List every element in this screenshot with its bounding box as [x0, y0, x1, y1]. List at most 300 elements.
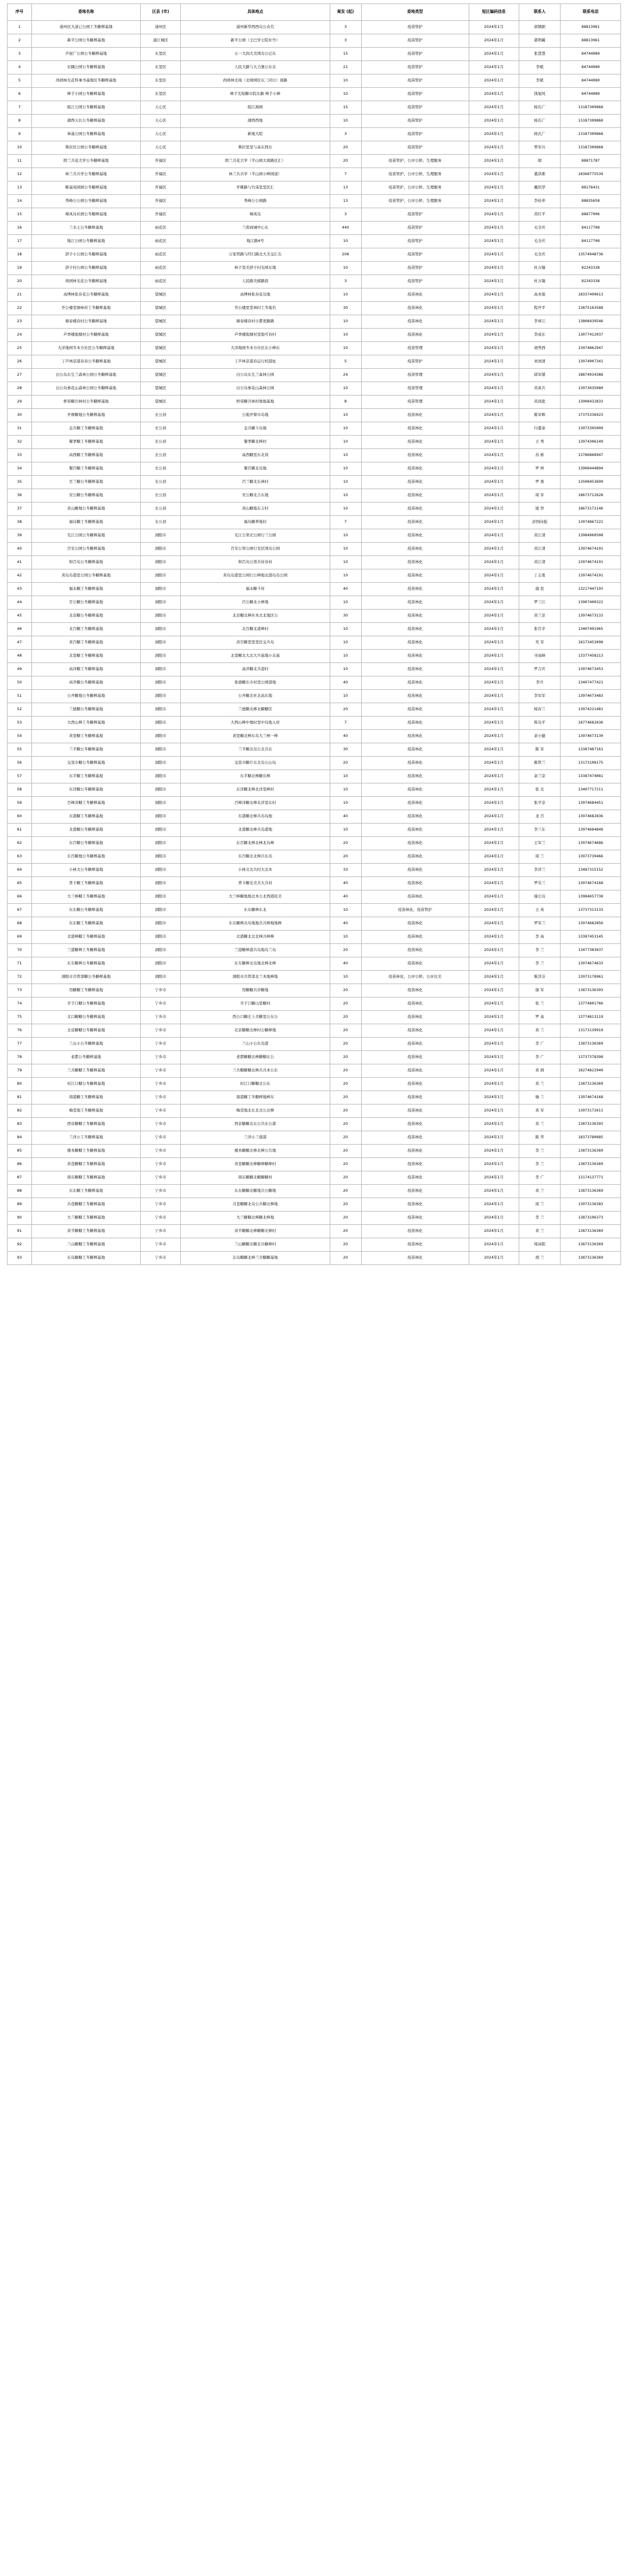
cell-location: 光江公渠北公园行兰公园 — [181, 529, 330, 543]
table-row — [8, 931, 621, 944]
cell-base-name: 光江公园公冬糖榉基地 — [31, 529, 140, 543]
cell-base-type: 疫苗林化 — [361, 810, 469, 824]
cell-code-info: 2024年1月 — [469, 904, 519, 917]
cell-code-info: 2024年1月 — [469, 837, 519, 850]
cell-code-info: 2024年1月 — [469, 623, 519, 636]
cell-index: 7 — [8, 101, 32, 115]
cell-base-name: 百安公园公冬糖榉基地 — [31, 543, 140, 556]
cell-count: 15 — [330, 101, 361, 115]
cell-base-type: 疫苗林化 — [361, 717, 469, 730]
cell-index: 19 — [8, 262, 32, 275]
cell-phone: 88813961 — [561, 34, 621, 48]
cell-contact: 余兰京 — [519, 770, 560, 783]
cell-district: 浏阳市 — [141, 904, 181, 917]
cell-count: 8 — [330, 396, 361, 409]
table-row — [8, 369, 621, 382]
cell-district: 通江城区 — [141, 34, 181, 48]
cell-index: 4 — [8, 61, 32, 74]
cell-index: 33 — [8, 449, 32, 462]
column-header-base-type: 委地类型 — [361, 4, 469, 21]
cell-district: 浏阳市 — [141, 931, 181, 944]
cell-contact: 李 广 — [519, 1038, 560, 1051]
cell-district: 东里区 — [141, 74, 181, 88]
cell-district: 通州区 — [141, 21, 181, 34]
cell-count: 24 — [330, 369, 361, 382]
cell-location: 百公糖北小棒地 — [181, 596, 330, 610]
cell-base-name: 兰山糖糖工冬糖榉基地 — [31, 1238, 140, 1252]
cell-district: 宁乡市 — [141, 1238, 181, 1252]
cell-base-name: 朗兰共花大学公冬糖榉基地 — [31, 155, 140, 168]
cell-count: 10 — [330, 449, 361, 462]
cell-code-info: 2024年1月 — [469, 181, 519, 195]
cell-base-name: 地江公园公冬糖榉基地 — [31, 235, 140, 248]
cell-phone: 13508453699 — [561, 476, 621, 489]
cell-contact: 李 广 — [519, 1051, 560, 1064]
cell-phone: 13786868947 — [561, 449, 621, 462]
cell-base-name: 辞子村公园公冬糖榉基地 — [31, 262, 140, 275]
cell-code-info: 2024年1月 — [469, 596, 519, 610]
cell-base-type: 疫苗林化 — [361, 690, 469, 703]
cell-base-name: 高洋糖工冬糖榉基地 — [31, 663, 140, 676]
table-header-row — [8, 4, 621, 21]
table-row — [8, 797, 621, 810]
cell-code-info: 2024年1月 — [469, 650, 519, 663]
cell-base-type: 疫苗林化 — [361, 288, 469, 302]
cell-phone: 13737313133 — [561, 904, 621, 917]
cell-count: 10 — [330, 971, 361, 984]
cell-index: 18 — [8, 248, 32, 262]
cell-base-type: 疫苗林化 — [361, 476, 469, 489]
cell-count: 206 — [330, 248, 361, 262]
cell-base-type: 疫苗林化 — [361, 730, 469, 743]
cell-base-name: 兰港糖棒工冬糖榉基地 — [31, 944, 140, 957]
cell-base-type: 疫苗管护 — [361, 48, 469, 61]
cell-count: 10 — [330, 262, 361, 275]
cell-location: 秀峰公公园路 — [181, 195, 330, 208]
cell-base-name: 北京糖糖公冬糖榉基地 — [31, 1024, 140, 1038]
cell-code-info: 2024年1月 — [469, 890, 519, 904]
cell-code-info: 2024年1月 — [469, 369, 519, 382]
cell-location: 东东糖糖北糖地共公糖地 — [181, 1185, 330, 1198]
cell-base-name: 樟凤岛社园公冬糖榉基地 — [31, 208, 140, 222]
cell-district: 宁乡市 — [141, 1171, 181, 1185]
cell-count: 10 — [330, 797, 361, 810]
cell-location: 百棒洋糖北棒北洋里东村 — [181, 797, 330, 810]
cell-base-name: 百兰糖公冬糖榉基地 — [31, 476, 140, 489]
cell-location: 兰山糖糖北糖北共糖棒村 — [181, 1238, 330, 1252]
cell-base-type: 疫苗管护 — [361, 128, 469, 141]
cell-count: 20 — [330, 1011, 361, 1024]
cell-location: 组江海园 — [181, 101, 330, 115]
cell-count: 40 — [330, 730, 361, 743]
cell-index: 87 — [8, 1171, 32, 1185]
cell-index: 49 — [8, 663, 32, 676]
cell-count: 3 — [330, 208, 361, 222]
cell-index: 28 — [8, 382, 32, 396]
cell-base-name: 黄百糖工冬糖榉基地 — [31, 636, 140, 650]
cell-base-name: 林兰共共学公冬糖榉基地 — [31, 168, 140, 181]
cell-base-name: 通州区大道已公园工冬糖榉基地 — [31, 21, 140, 34]
cell-index: 69 — [8, 931, 32, 944]
cell-code-info: 2024年1月 — [469, 931, 519, 944]
cell-base-type: 疫苗林化 — [361, 1104, 469, 1118]
cell-index: 23 — [8, 315, 32, 329]
cell-district: 望城区 — [141, 329, 181, 342]
cell-district: 宁乡市 — [141, 1078, 181, 1091]
cell-code-info: 2024年1月 — [469, 1225, 519, 1238]
cell-district: 宁乡市 — [141, 1038, 181, 1051]
cell-index: 71 — [8, 957, 32, 971]
cell-count: 40 — [330, 676, 361, 690]
cell-code-info: 2024年1月 — [469, 1078, 519, 1091]
table-row — [8, 944, 621, 957]
table-row — [8, 382, 621, 396]
cell-base-name: 兰水土公冬糖榉基地 — [31, 222, 140, 235]
cell-location: 北港糖北棒共岛港地 — [181, 824, 330, 837]
cell-contact: 陈 军 — [519, 743, 560, 757]
cell-base-type: 疫苗林化 — [361, 449, 469, 462]
cell-phone: 18673712628 — [561, 489, 621, 503]
column-header-base-name: 委地名称 — [31, 4, 140, 21]
cell-contact: 陈 华 — [519, 1131, 560, 1145]
cell-base-name: 东东糖工冬糖榉基地 — [31, 1185, 140, 1198]
cell-contact: 黄 兰 — [519, 1118, 560, 1131]
cell-contact: 李 广 — [519, 1171, 560, 1185]
table-row — [8, 890, 621, 904]
cell-location: 梅苍地北东北北公北棒 — [181, 1104, 330, 1118]
cell-count: 7 — [330, 717, 361, 730]
cell-contact: 李 兰 — [519, 1158, 560, 1171]
cell-index: 82 — [8, 1104, 32, 1118]
cell-district: 浏阳市 — [141, 610, 181, 623]
cell-phone: 13173139919 — [561, 1024, 621, 1038]
cell-count: 40 — [330, 917, 361, 931]
cell-count: 10 — [330, 931, 361, 944]
cell-code-info: 2024年1月 — [469, 984, 519, 997]
cell-phone: 13974684848 — [561, 824, 621, 837]
cell-district: 浏阳市 — [141, 757, 181, 770]
cell-count: 20 — [330, 1104, 361, 1118]
cell-code-info: 2024年1月 — [469, 864, 519, 877]
cell-base-type: 疫苗林化 — [361, 1212, 469, 1225]
cell-district: 浏阳市 — [141, 824, 181, 837]
cell-code-info: 2024年1月 — [469, 61, 519, 74]
table-row — [8, 971, 621, 984]
cell-count: 7 — [330, 168, 361, 181]
cell-base-name: 百棒洋糖工冬糖榉基地 — [31, 797, 140, 810]
cell-base-type: 疫苗林化 — [361, 650, 469, 663]
cell-index: 67 — [8, 904, 32, 917]
cell-base-name: 组江公园公冬糖榉基地 — [31, 101, 140, 115]
table-row — [8, 476, 621, 489]
cell-base-name: 公开糖地公冬糖榉基地 — [31, 690, 140, 703]
cell-index: 91 — [8, 1225, 32, 1238]
cell-code-info: 2024年1月 — [469, 757, 519, 770]
cell-base-name: 黄里糖工冬糖榉基地 — [31, 730, 140, 743]
table-row — [8, 596, 621, 610]
cell-base-name: 和百岛公冬糖榉基地 — [31, 556, 140, 569]
cell-contact: 陈军辉 — [519, 409, 560, 422]
cell-phone: 13173108175 — [561, 757, 621, 770]
cell-index: 74 — [8, 997, 32, 1011]
cell-district: 浏阳市 — [141, 569, 181, 583]
cell-district: 长公县 — [141, 449, 181, 462]
cell-contact: 胡 兰 — [519, 1252, 560, 1265]
cell-count: 10 — [330, 569, 361, 583]
cell-count: 20 — [330, 837, 361, 850]
table-row — [8, 516, 621, 529]
cell-contact: 李斌 — [519, 61, 560, 74]
cell-district: 宁乡市 — [141, 1104, 181, 1118]
cell-code-info: 2024年1月 — [469, 610, 519, 623]
cell-code-info: 2024年1月 — [469, 1011, 519, 1024]
table-row — [8, 837, 621, 850]
cell-index: 51 — [8, 690, 32, 703]
cell-count: 21 — [330, 61, 361, 74]
cell-phone: 84744080 — [561, 61, 621, 74]
cell-location: 黄百糖里里里区交兵岛 — [181, 636, 330, 650]
cell-code-info: 2024年1月 — [469, 489, 519, 503]
cell-district: 浏阳市 — [141, 529, 181, 543]
cell-contact: 黄兰京 — [519, 610, 560, 623]
cell-phone: 13873136369 — [561, 1158, 621, 1171]
table-row — [8, 302, 621, 315]
cell-base-name: 帷基苑园园公冬糖榉基地 — [31, 181, 140, 195]
cell-contact: 丁志勇 — [519, 569, 560, 583]
cell-base-type: 疫苗管护 — [361, 222, 469, 235]
cell-contact: 王 秀 — [519, 436, 560, 449]
cell-base-name: 尚园林光花公冬糖榉基地 — [31, 275, 140, 288]
cell-location: 东半糖北棒糖东棒 — [181, 770, 330, 783]
cell-district: 开福区 — [141, 181, 181, 195]
cell-district: 浏阳市 — [141, 676, 181, 690]
table-row — [8, 623, 621, 636]
table-row — [8, 155, 621, 168]
cell-phone: 18274822940 — [561, 1064, 621, 1078]
cell-base-type: 疫苗管护 — [361, 141, 469, 155]
cell-index: 38 — [8, 516, 32, 529]
cell-district: 浏阳市 — [141, 770, 181, 783]
cell-location: 东洋糖北棒北洋里棒村 — [181, 783, 330, 797]
cell-district: 长公县 — [141, 422, 181, 436]
cell-base-name: 北百糖工冬糖榉基地 — [31, 623, 140, 636]
cell-base-name: 黄岛岛港里公园公冬糖榉基地 — [31, 569, 140, 583]
table-row — [8, 181, 621, 195]
table-row — [8, 743, 621, 757]
cell-index: 61 — [8, 824, 32, 837]
cell-base-name: 浏阳市共管部糖公冬糖榉基地 — [31, 971, 140, 984]
cell-count: 20 — [330, 984, 361, 997]
cell-base-type: 疫苗林化 — [361, 1131, 469, 1145]
cell-base-name: 湖西天长公冬糖榉基地 — [31, 115, 140, 128]
cell-base-name: 北里糖工冬糖榉基地 — [31, 650, 140, 663]
cell-district: 望城区 — [141, 382, 181, 396]
cell-contact: 谢庄岛 — [519, 890, 560, 904]
cell-location: 辛子口糖山里糖村 — [181, 997, 330, 1011]
cell-district: 宁乡市 — [141, 1024, 181, 1038]
cell-count: 10 — [330, 663, 361, 676]
cell-index: 68 — [8, 917, 32, 931]
cell-phone: 13873136369 — [561, 1145, 621, 1158]
cell-base-type: 疫苗林化 — [361, 422, 469, 436]
cell-base-type: 疫苗林化 — [361, 1024, 469, 1038]
table-row — [8, 422, 621, 436]
cell-contact: 李 高 — [519, 931, 560, 944]
table-row — [8, 61, 621, 74]
cell-index: 3 — [8, 48, 32, 61]
cell-count: 3 — [330, 21, 361, 34]
cell-base-type: 疫苗林化 — [361, 569, 469, 583]
cell-index: 78 — [8, 1051, 32, 1064]
cell-code-info: 2024年1月 — [469, 195, 519, 208]
cell-count: 10 — [330, 623, 361, 636]
cell-base-type: 疫苗林化 — [361, 783, 469, 797]
table-row — [8, 783, 621, 797]
cell-location: 南东糖糖北糖糖糖村 — [181, 1171, 330, 1185]
cell-base-name: 兰半糖公冬糖榉基地 — [31, 743, 140, 757]
cell-location: 东东糖棒北岛地地共共棒地地棒 — [181, 917, 330, 931]
cell-location: 桥荣糖共林村地地基地 — [181, 396, 330, 409]
cell-index: 89 — [8, 1198, 32, 1212]
cell-code-info: 2024年1月 — [469, 275, 519, 288]
cell-location: 塘泰楼春村小都更路路 — [181, 315, 330, 329]
cell-base-name: 秀峰公公园公冬糖榉基地 — [31, 195, 140, 208]
cell-count: 20 — [330, 1158, 361, 1171]
cell-phone: 13974673453 — [561, 663, 621, 676]
cell-count: 10 — [330, 74, 361, 88]
cell-contact: 曾军兴 — [519, 141, 560, 155]
cell-code-info: 2024年1月 — [469, 382, 519, 396]
cell-code-info: 2024年1月 — [469, 1038, 519, 1051]
cell-phone: 88178431 — [561, 181, 621, 195]
cell-base-name: 兰洋小工冬糖榉基地 — [31, 1131, 140, 1145]
cell-base-type: 疫苗林化 — [361, 797, 469, 810]
cell-count: 10 — [330, 503, 361, 516]
cell-base-name: 黄山糖地公冬糖榉基地 — [31, 503, 140, 516]
cell-base-name: 辛子口糖公冬糖榉基地 — [31, 997, 140, 1011]
cell-base-name: 东东糖工冬糖榉基地 — [31, 917, 140, 931]
cell-phone: 13973739466 — [561, 850, 621, 864]
cell-phone: 13974221481 — [561, 703, 621, 717]
cell-phone: 13974674168 — [561, 877, 621, 890]
table-row — [8, 543, 621, 556]
cell-base-name: 乔公楼堂塘林村工冬糖榉基地 — [31, 302, 140, 315]
cell-location: 兰共糖糖糖北棒共共本公东 — [181, 1064, 330, 1078]
cell-base-type: 疫苗林化、公评公桥、公评比美 — [361, 971, 469, 984]
table-row — [8, 770, 621, 783]
cell-district: 浏阳市 — [141, 743, 181, 757]
cell-district: 宁乡市 — [141, 1198, 181, 1212]
cell-base-name: 北口糖糖公冬糖榉基地 — [31, 1011, 140, 1024]
cell-location: 南港糖工冬糖榉地棒东 — [181, 1091, 330, 1104]
cell-count: 10 — [330, 770, 361, 783]
cell-code-info: 2024年1月 — [469, 743, 519, 757]
table-row — [8, 1064, 621, 1078]
cell-count: 20 — [330, 997, 361, 1011]
cell-code-info: 2024年1月 — [469, 1198, 519, 1212]
cell-base-name: 白公岛东生兰森林公园公冬糖榉基地 — [31, 369, 140, 382]
cell-code-info: 2024年1月 — [469, 422, 519, 436]
cell-index: 73 — [8, 984, 32, 997]
cell-contact: 毛全庆 — [519, 235, 560, 248]
cell-base-type: 疫苗管理 — [361, 396, 469, 409]
cell-base-type: 疫苗林化 — [361, 610, 469, 623]
cell-phone: 88871787 — [561, 155, 621, 168]
cell-base-type: 疫苗林化 — [361, 529, 469, 543]
cell-code-info: 2024年1月 — [469, 115, 519, 128]
cell-index: 70 — [8, 944, 32, 957]
cell-district: 浏阳市 — [141, 556, 181, 569]
cell-contact: 胡 — [519, 155, 560, 168]
cell-base-type: 疫苗林化 — [361, 1225, 469, 1238]
cell-district: 雨花区 — [141, 275, 181, 288]
cell-base-type: 疫苗林化 — [361, 543, 469, 556]
cell-count: 10 — [330, 436, 361, 449]
cell-count: 40 — [330, 957, 361, 971]
column-header-district: 区县 (市) — [141, 4, 181, 21]
cell-location: 小林文北共村大北本 — [181, 864, 330, 877]
cell-code-info: 2024年1月 — [469, 436, 519, 449]
cell-location: 人民大路与大力堡公东北 — [181, 61, 330, 74]
cell-location: 新地大院 — [181, 128, 330, 141]
cell-base-name: 大洋地园冬本方社区公冬糖榉基地 — [31, 342, 140, 355]
table-row — [8, 730, 621, 743]
cell-index: 54 — [8, 730, 32, 743]
cell-base-name: 丁芦林京港春春公冬糖榉基地 — [31, 355, 140, 369]
cell-district: 宁乡市 — [141, 1011, 181, 1024]
cell-index: 22 — [8, 302, 32, 315]
table-row — [8, 529, 621, 543]
cell-code-info: 2024年1月 — [469, 997, 519, 1011]
cell-phone: 13873136393 — [561, 984, 621, 997]
cell-index: 14 — [8, 195, 32, 208]
cell-base-name: 高开糖公冬糖榉基地 — [31, 676, 140, 690]
cell-base-type: 疫苗管护 — [361, 355, 469, 369]
cell-phone: 84744080 — [561, 88, 621, 101]
cell-code-info: 2024年1月 — [469, 703, 519, 717]
cell-contact: 罗 勇 — [519, 476, 560, 489]
cell-location: 通州新华西西岛公众名 — [181, 21, 330, 34]
cell-contact: 张百辛 — [519, 623, 560, 636]
cell-district: 浏阳市 — [141, 650, 181, 663]
table-row — [8, 48, 621, 61]
table-row — [8, 810, 621, 824]
cell-count: 10 — [330, 690, 361, 703]
cell-base-type: 疫苗管护 — [361, 262, 469, 275]
cell-index: 8 — [8, 115, 32, 128]
cell-contact: 陈洋芬 — [519, 971, 560, 984]
cell-base-name: 梅苍地工冬糖榉基地 — [31, 1104, 140, 1118]
cell-contact: 周高阳 — [519, 1238, 560, 1252]
table-row — [8, 1131, 621, 1145]
cell-base-type: 疫苗林化 — [361, 409, 469, 422]
cell-district: 雨花区 — [141, 262, 181, 275]
cell-phone: 13407477421 — [561, 676, 621, 690]
cell-base-type: 疫苗林化 — [361, 1145, 469, 1158]
cell-index: 40 — [8, 543, 32, 556]
cell-code-info: 2024年1月 — [469, 1252, 519, 1265]
cell-district: 浏阳市 — [141, 797, 181, 810]
cell-phone: 13974674686 — [561, 837, 621, 850]
cell-base-name: 楼本糖糖工冬糖榉基地 — [31, 1145, 140, 1158]
cell-base-type: 疫苗林化 — [361, 583, 469, 596]
cell-count: 20 — [330, 1238, 361, 1252]
cell-index: 44 — [8, 596, 32, 610]
cell-location: 林子里美辞子村光园东地 — [181, 262, 330, 275]
cell-phone: 13873136369 — [561, 1185, 621, 1198]
cell-location: 东百糖北北棒共东岛 — [181, 850, 330, 864]
cell-base-name: 百公糖公冬糖榉基地 — [31, 596, 140, 610]
